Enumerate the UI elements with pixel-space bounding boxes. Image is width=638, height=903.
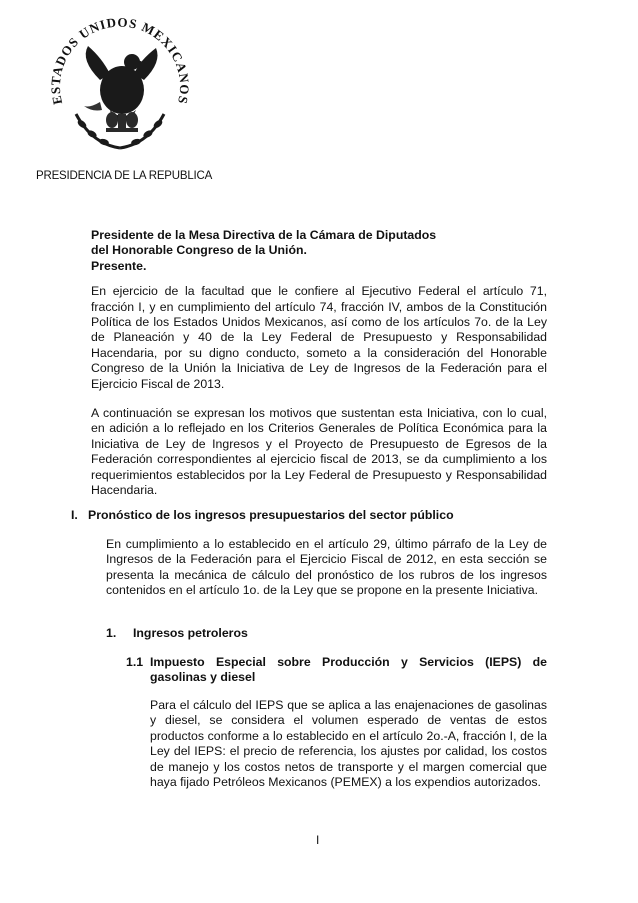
subsection-1-1-heading	[126, 655, 547, 686]
subsection-1-1-number: 1.1	[126, 655, 144, 669]
paragraph-2: A continuación se expresan los motivos que sustentan esta Iniciativa, con lo cual, en adición a lo reflejado en los Criterios Generales de Política Económica para la Iniciativa de Ley de Ingresos y el Proyecto de Presupuesto de Egresos de la Federación correspondientes al ejercicio fiscal de 2013, se da cumplimiento a los requerimientos establecidos por la Ley Federal de Presupuesto y Responsabilidad Hacendaria.	[91, 406, 547, 498]
subsection-1-number: 1.	[106, 626, 117, 640]
section-1-text-block	[106, 537, 547, 599]
office-heading: PRESIDENCIA DE LA REPUBLICA	[36, 170, 213, 182]
section-1-title: Pronóstico de los ingresos presupuestarios del sector público	[88, 508, 454, 522]
subsection-1-1-text: Para el cálculo del IEPS que se aplica a las enajenaciones de gasolinas y diesel, se considera el volumen esperado de ventas de estos productos conforme a lo establecido en el artículo 2o.-A, fracción I, de la Ley del IEPS: el precio de referencia, los ajustes por calidad, los costos de manejo y los costos netos de transporte y el margen comercial que haya fijado Petróleos Mexicanos (PEMEX) a los expendios autorizados.	[150, 698, 547, 790]
national-seal	[40, 10, 200, 170]
addressee-line-1: Presidente de la Mesa Directiva de la Cámara de Diputados	[91, 228, 437, 242]
subsection-1-heading	[106, 626, 248, 640]
paragraph-1: En ejercicio de la facultad que le confiere al Ejecutivo Federal el artículo 71, fracción I, y en cumplimiento del artículo 74, fracción IV, ambos de la Constitución Política de los Estados Unidos Mexicanos, así como de los artículos 7o. de la Ley de Planeación y 40 de la Ley Federal de Presupuesto y Responsabilidad Hacendaria, por su digno conducto, someto a la consideración del Honorable Congreso de la Unión la Iniciativa de Ley de Ingresos de la Federación para el Ejercicio Fiscal de 2013.	[91, 284, 547, 391]
addressee-line-3: Presente.	[91, 258, 147, 273]
section-1-text: En cumplimiento a lo establecido en el artículo 29, último párrafo de la Ley de Ingresos de la Federación para el Ejercicio Fiscal de 2012, en esta sección se presenta la mecánica de cálculo del pronóstico de los rubros de los ingresos contenidos en el artículo 1o. de la Ley que se propone en la presente Iniciativa.	[106, 537, 547, 598]
section-1-number: I.	[71, 508, 78, 522]
letter-body	[91, 228, 547, 499]
seal-lettering: ESTADOS UNIDOS MEXICANOS	[47, 14, 193, 106]
addressee-line-2: del Honorable Congreso de la Unión.	[91, 243, 307, 258]
page-number: I	[316, 833, 320, 847]
section-1-heading	[71, 508, 547, 523]
subsection-1-1-text-block	[150, 698, 547, 790]
subsection-1-title: Ingresos petroleros	[133, 626, 248, 640]
subsection-1-1-title: Impuesto Especial sobre Producción y Servicios (IEPS) de gasolinas y diesel	[150, 655, 547, 685]
